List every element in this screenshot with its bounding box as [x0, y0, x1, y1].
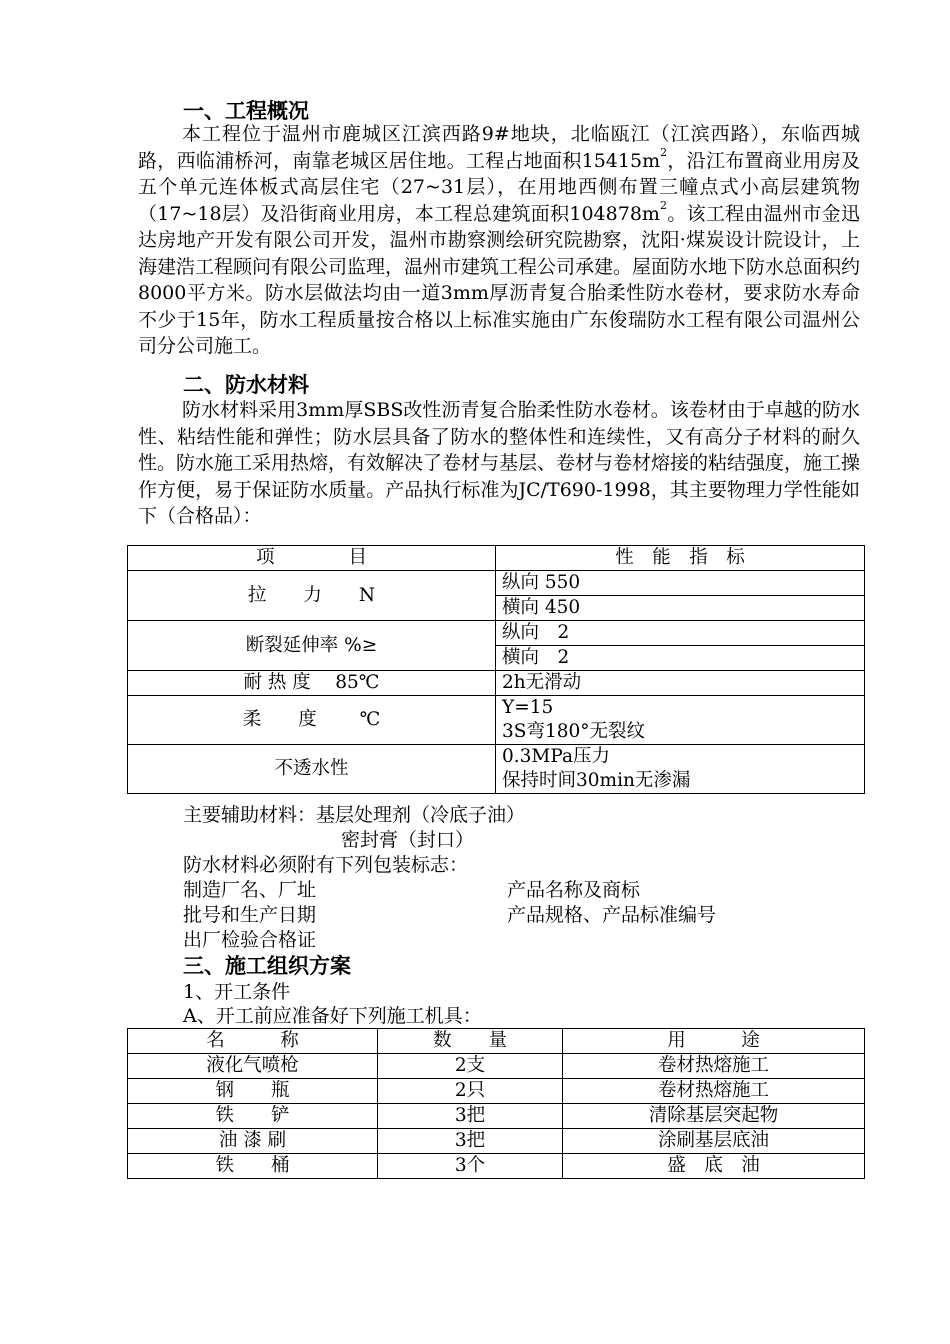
table-row: [128, 1054, 865, 1079]
row-name: 柔 度 ℃: [128, 696, 496, 745]
section2-paragraph: 防水材料采用3mm厚SBS改性沥青复合胎柔性防水卷材。该卷材由于卓越的防水性、粘结性能和弹性；防水层具备了防水的整体性和连续性，又有高分子材料的耐久性。防水施工采用热熔，有效解决了卷材与基层、卷材与卷材熔接的粘结强度，施工操作方便，易于保证防水质量。产品执行标准为JC/T690-1998，其主要物理力学性能如下（合格品）：: [138, 399, 861, 527]
aux-line-3: 防水材料必须附有下列包装标志：: [183, 854, 469, 876]
tool-qty: 2支: [378, 1054, 563, 1079]
aux-line-5a: 批号和生产日期: [183, 904, 317, 926]
row-value: 2h无滑动: [496, 671, 865, 696]
value-line: 0.3MPa压力: [502, 746, 611, 767]
tool-qty: 3把: [378, 1104, 563, 1129]
tool-name: 钢 瓶: [128, 1079, 378, 1104]
tool-use: 清除基层突起物: [563, 1104, 865, 1129]
row-value: [496, 696, 865, 745]
tool-qty: 3个: [378, 1154, 563, 1179]
aux-line-6a: 出厂检验合格证: [183, 929, 317, 951]
table-row: [128, 1079, 865, 1104]
table-row: [128, 1129, 865, 1154]
aux-line-1: 主要辅助材料：基层处理剂（冷底子油）: [183, 804, 526, 826]
section3-sub2: A、开工前应准备好下列施工机具：: [183, 1005, 482, 1027]
tool-name: 油 漆 刷: [128, 1129, 378, 1154]
table-row: [128, 546, 865, 571]
table-row: [128, 571, 865, 596]
tool-name: 铁 铲: [128, 1104, 378, 1129]
header-item: 项 目: [128, 546, 496, 571]
table-row: [128, 621, 865, 646]
aux-line-5b: 产品规格、产品标准编号: [507, 904, 717, 926]
section1-text-b: ，沿江布置商业用房及五个单元连体板式高层住宅（27~31层），在用地西侧布置三幢点式小高层建筑物（17~18层）及沿街商业用房，本工程总建筑面积104878m: [138, 149, 860, 225]
tool-qty: 2只: [378, 1079, 563, 1104]
superscript-2: 2: [659, 198, 667, 212]
section3-sub1: 1、开工条件: [183, 981, 291, 1003]
table-row: [128, 1104, 865, 1129]
row-value: 纵向 550: [496, 571, 865, 596]
section1-heading: 一、工程概况: [183, 99, 309, 123]
section1-paragraph: [138, 121, 860, 360]
header-name: 名 称: [128, 1029, 378, 1054]
section2-heading: 二、防水材料: [183, 373, 309, 397]
aux-line-2: 密封膏（封口）: [341, 829, 475, 851]
row-name: 拉 力 N: [128, 571, 496, 621]
value-line: Y=15: [502, 697, 554, 718]
header-qty: 数 量: [378, 1029, 563, 1054]
section1-text-c: 。该工程由温州市金迅达房地产开发有限公司开发，温州市勘察测绘研究院勘察，沈阳·煤炭设计院设计，上海建浩工程顾问有限公司监理，温州市建筑工程公司承建。屋面防水地下防水总面积约8000平方米。防水层做法均由一道3mm厚沥青复合胎柔性防水卷材，要求防水寿命不少于15年，防水工程质量按合格以上标准实施由广东俊瑞防水工程有限公司温州公司分公司施工。: [138, 202, 861, 357]
table-row: [128, 1029, 865, 1054]
table-row: [128, 671, 865, 696]
superscript-1: 2: [660, 145, 668, 159]
table-row: [128, 1154, 865, 1179]
row-value: 横向 2: [496, 646, 865, 671]
header-spec: 性 能 指 标: [496, 546, 865, 571]
tool-name: 液化气喷枪: [128, 1054, 378, 1079]
tool-use: 卷材热熔施工: [563, 1054, 865, 1079]
value-line: 3S弯180°无裂纹: [502, 721, 646, 742]
row-value: 横向 450: [496, 596, 865, 621]
tool-name: 铁 桶: [128, 1154, 378, 1179]
properties-table: [127, 545, 865, 794]
header-use: 用 途: [563, 1029, 865, 1054]
row-name: 耐 热 度 85℃: [128, 671, 496, 696]
row-value: 纵向 2: [496, 621, 865, 646]
tool-use: 涂刷基层底油: [563, 1129, 865, 1154]
section3-heading: 三、施工组织方案: [183, 954, 351, 978]
table-row: [128, 696, 865, 745]
table-row: [128, 745, 865, 794]
row-name: 断裂延伸率 %≥: [128, 621, 496, 671]
aux-line-4b: 产品名称及商标: [507, 879, 641, 901]
tool-use: 卷材热熔施工: [563, 1079, 865, 1104]
row-value: [496, 745, 865, 794]
value-line: 保持时间30min无渗漏: [502, 770, 691, 791]
section1-text-a: 本工程位于温州市鹿城区江滨西路9#地块，北临瓯江（江滨西路），东临西城路，西临浦桥河，南靠老城区居住地。工程占地面积15415m: [138, 123, 860, 172]
tool-qty: 3把: [378, 1129, 563, 1154]
tools-table: [127, 1028, 865, 1179]
tool-use: 盛 底 油: [563, 1154, 865, 1179]
aux-line-4a: 制造厂名、厂址: [183, 879, 317, 901]
row-name: 不透水性: [128, 745, 496, 794]
